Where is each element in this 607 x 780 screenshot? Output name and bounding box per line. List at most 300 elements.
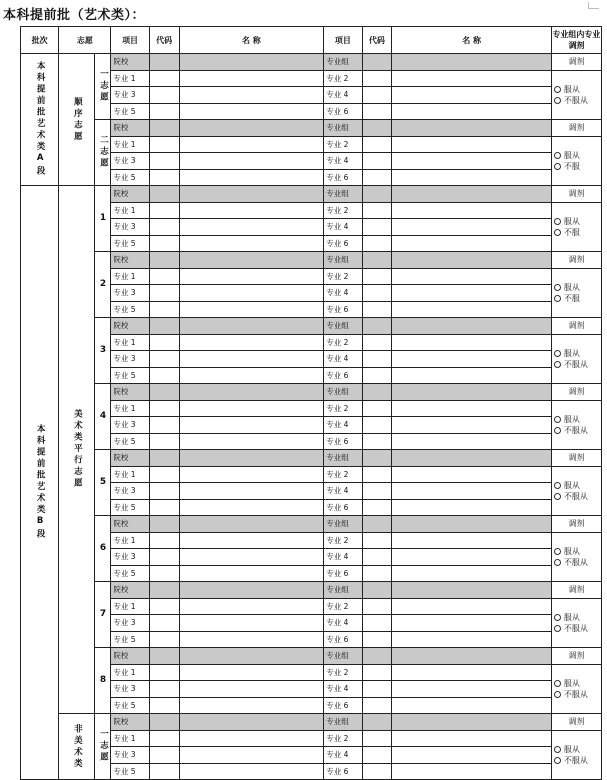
adjust-option[interactable] <box>554 150 601 161</box>
radio-icon[interactable] <box>554 548 561 555</box>
major-name-input[interactable] <box>179 631 324 648</box>
major-name-input[interactable] <box>392 235 552 252</box>
school-name-input[interactable] <box>179 648 324 665</box>
major-code-input[interactable] <box>149 136 179 153</box>
major-name-input[interactable] <box>392 87 552 104</box>
major-label: 专业 5 <box>111 235 149 252</box>
major-code-input[interactable] <box>149 664 179 681</box>
group-code-input[interactable] <box>362 648 392 665</box>
group-code-input[interactable] <box>362 252 392 269</box>
school-code-input[interactable] <box>149 384 179 401</box>
major-name-input[interactable] <box>179 202 324 219</box>
wish-seq-cell <box>95 516 111 582</box>
major-label: 专业 6 <box>324 235 362 252</box>
major-code-input[interactable] <box>362 697 392 714</box>
major-name-input[interactable] <box>179 103 324 120</box>
major-name-input[interactable] <box>392 598 552 615</box>
major-label: 专业 3 <box>111 615 149 632</box>
major-code-input[interactable] <box>362 235 392 252</box>
major-name-input[interactable] <box>392 631 552 648</box>
major-label: 专业 4 <box>324 87 362 104</box>
major-name-input[interactable] <box>392 153 552 170</box>
wish-seq-label: 3 <box>99 345 107 355</box>
group-label: 专业组 <box>324 582 362 599</box>
school-label: 院校 <box>111 120 149 137</box>
group-code-input[interactable] <box>362 384 392 401</box>
wish-seq-label: 1 <box>99 213 107 223</box>
radio-icon[interactable] <box>554 152 561 159</box>
major-name-input[interactable] <box>392 268 552 285</box>
group-code-input[interactable] <box>362 714 392 731</box>
adjust-label: 调剂 <box>551 714 601 731</box>
category-cell <box>59 54 95 186</box>
major-code-input[interactable] <box>362 202 392 219</box>
school-label: 院校 <box>111 186 149 203</box>
major-name-input[interactable] <box>392 202 552 219</box>
adjust-option[interactable] <box>554 282 601 293</box>
major-name-input[interactable] <box>392 417 552 434</box>
major-label: 专业 5 <box>111 565 149 582</box>
radio-icon[interactable] <box>554 229 561 236</box>
adjust-option-label: 不服 <box>563 227 580 237</box>
adjust-option[interactable] <box>554 546 601 557</box>
major-label: 专业 3 <box>111 87 149 104</box>
major-name-input[interactable] <box>392 367 552 384</box>
major-name-input[interactable] <box>179 697 324 714</box>
major-name-input[interactable] <box>392 681 552 698</box>
school-code-input[interactable] <box>149 714 179 731</box>
major-name-input[interactable] <box>392 301 552 318</box>
adjust-option-label: 不服从 <box>563 755 588 765</box>
major-code-input[interactable] <box>149 763 179 780</box>
adjust-label: 调剂 <box>551 384 601 401</box>
major-code-input[interactable] <box>362 631 392 648</box>
major-name-input[interactable] <box>179 747 324 764</box>
adjust-option-label: 服从 <box>563 414 580 424</box>
adjust-label: 调剂 <box>551 450 601 467</box>
wish-seq-label: 2 <box>99 279 107 289</box>
major-code-input[interactable] <box>149 103 179 120</box>
adjust-option-label: 服从 <box>563 282 580 292</box>
major-name-input[interactable] <box>392 532 552 549</box>
major-code-input[interactable] <box>149 400 179 417</box>
major-name-input[interactable] <box>179 549 324 566</box>
group-name-input[interactable] <box>392 252 552 269</box>
radio-icon[interactable] <box>554 427 561 434</box>
major-name-input[interactable] <box>392 664 552 681</box>
adjust-option[interactable] <box>554 161 601 172</box>
major-code-input[interactable] <box>362 87 392 104</box>
major-name-input[interactable] <box>392 730 552 747</box>
school-name-input[interactable] <box>179 186 324 203</box>
adjust-option[interactable] <box>554 491 601 502</box>
major-name-input[interactable] <box>179 268 324 285</box>
major-code-input[interactable] <box>149 169 179 186</box>
group-code-input[interactable] <box>362 450 392 467</box>
radio-icon[interactable] <box>554 97 561 104</box>
adjust-option[interactable] <box>554 216 601 227</box>
major-name-input[interactable] <box>392 219 552 236</box>
major-code-input[interactable] <box>149 549 179 566</box>
major-name-input[interactable] <box>179 763 324 780</box>
major-code-input[interactable] <box>362 565 392 582</box>
major-name-input[interactable] <box>179 153 324 170</box>
major-code-input[interactable] <box>149 631 179 648</box>
adjust-option[interactable] <box>554 678 601 689</box>
major-name-input[interactable] <box>392 483 552 500</box>
major-name-input[interactable] <box>392 433 552 450</box>
school-name-input[interactable] <box>179 120 324 137</box>
school-name-input[interactable] <box>179 450 324 467</box>
major-code-input[interactable] <box>362 532 392 549</box>
major-code-input[interactable] <box>149 466 179 483</box>
category-label: 顺序志愿 <box>72 96 83 143</box>
major-name-input[interactable] <box>179 615 324 632</box>
group-name-input[interactable] <box>392 384 552 401</box>
adjust-option[interactable] <box>554 414 601 425</box>
radio-icon[interactable] <box>554 284 561 291</box>
adjust-choice <box>551 136 601 186</box>
school-code-input[interactable] <box>149 516 179 533</box>
major-code-input[interactable] <box>149 532 179 549</box>
major-code-input[interactable] <box>362 169 392 186</box>
radio-icon[interactable] <box>554 218 561 225</box>
major-label: 专业 2 <box>324 70 362 87</box>
school-name-input[interactable] <box>179 318 324 335</box>
major-label: 专业 6 <box>324 367 362 384</box>
header-adjust: 专业组内专业调剂 <box>551 27 601 54</box>
adjust-option-label: 不服从 <box>563 557 588 567</box>
major-name-input[interactable] <box>179 367 324 384</box>
major-name-input[interactable] <box>179 433 324 450</box>
group-code-input[interactable] <box>362 120 392 137</box>
adjust-option[interactable] <box>554 95 601 106</box>
school-code-input[interactable] <box>149 54 179 71</box>
group-label: 专业组 <box>324 54 362 71</box>
major-name-input[interactable] <box>392 466 552 483</box>
major-code-input[interactable] <box>362 466 392 483</box>
adjust-option-label: 不服从 <box>563 689 588 699</box>
major-code-input[interactable] <box>149 681 179 698</box>
school-name-input[interactable] <box>179 54 324 71</box>
major-name-input[interactable] <box>179 681 324 698</box>
group-name-input[interactable] <box>392 318 552 335</box>
adjust-option[interactable] <box>554 227 601 238</box>
adjust-choice <box>551 730 601 780</box>
radio-icon[interactable] <box>554 746 561 753</box>
major-code-input[interactable] <box>149 301 179 318</box>
adjust-option[interactable] <box>554 348 601 359</box>
group-code-input[interactable] <box>362 54 392 71</box>
school-code-input[interactable] <box>149 648 179 665</box>
major-code-input[interactable] <box>362 598 392 615</box>
adjust-option[interactable] <box>554 293 601 304</box>
major-name-input[interactable] <box>392 169 552 186</box>
major-name-input[interactable] <box>179 136 324 153</box>
radio-icon[interactable] <box>554 559 561 566</box>
school-name-input[interactable] <box>179 252 324 269</box>
wish-seq-label: 4 <box>99 411 107 421</box>
major-name-input[interactable] <box>392 334 552 351</box>
major-name-input[interactable] <box>392 549 552 566</box>
adjust-option[interactable] <box>554 689 601 700</box>
major-code-input[interactable] <box>362 417 392 434</box>
school-code-input[interactable] <box>149 252 179 269</box>
major-label: 专业 4 <box>324 153 362 170</box>
major-code-input[interactable] <box>362 70 392 87</box>
major-name-input[interactable] <box>392 70 552 87</box>
radio-icon[interactable] <box>554 625 561 632</box>
major-code-input[interactable] <box>149 417 179 434</box>
major-code-input[interactable] <box>362 681 392 698</box>
major-code-input[interactable] <box>149 565 179 582</box>
major-code-input[interactable] <box>362 433 392 450</box>
radio-icon[interactable] <box>554 86 561 93</box>
group-name-input[interactable] <box>392 648 552 665</box>
group-label: 专业组 <box>324 186 362 203</box>
radio-icon[interactable] <box>554 295 561 302</box>
major-name-input[interactable] <box>179 598 324 615</box>
major-name-input[interactable] <box>179 466 324 483</box>
major-code-input[interactable] <box>362 153 392 170</box>
school-code-input[interactable] <box>149 582 179 599</box>
adjust-option[interactable] <box>554 612 601 623</box>
major-code-input[interactable] <box>362 499 392 516</box>
school-code-input[interactable] <box>149 318 179 335</box>
major-code-input[interactable] <box>362 400 392 417</box>
major-code-input[interactable] <box>362 483 392 500</box>
adjust-option[interactable] <box>554 359 601 370</box>
major-label: 专业 4 <box>324 615 362 632</box>
major-label: 专业 6 <box>324 565 362 582</box>
major-code-input[interactable] <box>362 615 392 632</box>
major-name-input[interactable] <box>179 169 324 186</box>
radio-icon[interactable] <box>554 680 561 687</box>
major-label: 专业 3 <box>111 681 149 698</box>
group-code-input[interactable] <box>362 318 392 335</box>
major-code-input[interactable] <box>362 301 392 318</box>
adjust-label: 调剂 <box>551 54 601 71</box>
major-name-input[interactable] <box>392 565 552 582</box>
major-code-input[interactable] <box>149 367 179 384</box>
major-label: 专业 6 <box>324 301 362 318</box>
major-code-input[interactable] <box>362 763 392 780</box>
major-name-input[interactable] <box>179 351 324 368</box>
adjust-option[interactable] <box>554 623 601 634</box>
major-code-input[interactable] <box>149 87 179 104</box>
adjust-option-label: 不服 <box>563 293 580 303</box>
major-name-input[interactable] <box>179 499 324 516</box>
major-name-input[interactable] <box>179 235 324 252</box>
adjust-option[interactable] <box>554 84 601 95</box>
major-code-input[interactable] <box>149 598 179 615</box>
adjust-option[interactable] <box>554 744 601 755</box>
major-name-input[interactable] <box>179 417 324 434</box>
school-code-input[interactable] <box>149 186 179 203</box>
major-name-input[interactable] <box>179 483 324 500</box>
major-label: 专业 2 <box>324 400 362 417</box>
major-label: 专业 2 <box>324 268 362 285</box>
major-code-input[interactable] <box>149 730 179 747</box>
wish-seq-cell <box>95 120 111 186</box>
major-label: 专业 6 <box>324 433 362 450</box>
radio-icon[interactable] <box>554 482 561 489</box>
major-code-input[interactable] <box>149 235 179 252</box>
major-code-input[interactable] <box>149 70 179 87</box>
page-title: 本科提前批（艺术类）： <box>3 8 146 23</box>
corner-mark <box>588 2 599 9</box>
major-name-input[interactable] <box>392 136 552 153</box>
header-name-2: 名 称 <box>392 27 552 54</box>
school-label: 院校 <box>111 582 149 599</box>
major-code-input[interactable] <box>362 664 392 681</box>
major-code-input[interactable] <box>362 334 392 351</box>
header-code-2: 代码 <box>362 27 392 54</box>
school-code-input[interactable] <box>149 450 179 467</box>
major-name-input[interactable] <box>179 400 324 417</box>
adjust-option-label: 服从 <box>563 480 580 490</box>
major-label: 专业 5 <box>111 301 149 318</box>
school-name-input[interactable] <box>179 384 324 401</box>
major-label: 专业 6 <box>324 499 362 516</box>
major-name-input[interactable] <box>392 763 552 780</box>
adjust-choice <box>551 598 601 648</box>
group-code-input[interactable] <box>362 516 392 533</box>
major-code-input[interactable] <box>149 153 179 170</box>
major-name-input[interactable] <box>392 351 552 368</box>
radio-icon[interactable] <box>554 350 561 357</box>
group-name-input[interactable] <box>392 120 552 137</box>
group-name-input[interactable] <box>392 186 552 203</box>
major-code-input[interactable] <box>149 268 179 285</box>
category-label: 美术类平行志愿 <box>72 409 83 490</box>
major-code-input[interactable] <box>149 499 179 516</box>
school-code-input[interactable] <box>149 120 179 137</box>
major-code-input[interactable] <box>149 202 179 219</box>
major-code-input[interactable] <box>362 747 392 764</box>
group-label: 专业组 <box>324 450 362 467</box>
major-code-input[interactable] <box>362 136 392 153</box>
major-label: 专业 5 <box>111 697 149 714</box>
major-name-input[interactable] <box>392 499 552 516</box>
major-label: 专业 2 <box>324 202 362 219</box>
major-code-input[interactable] <box>362 730 392 747</box>
major-label: 专业 6 <box>324 169 362 186</box>
major-code-input[interactable] <box>362 268 392 285</box>
major-code-input[interactable] <box>362 285 392 302</box>
major-name-input[interactable] <box>179 70 324 87</box>
major-label: 专业 3 <box>111 285 149 302</box>
major-code-input[interactable] <box>149 615 179 632</box>
wish-seq-cell <box>95 648 111 714</box>
major-name-input[interactable] <box>179 664 324 681</box>
adjust-option[interactable] <box>554 480 601 491</box>
major-label: 专业 4 <box>324 417 362 434</box>
school-name-input[interactable] <box>179 582 324 599</box>
major-code-input[interactable] <box>149 433 179 450</box>
major-name-input[interactable] <box>179 730 324 747</box>
wish-seq-cell <box>95 54 111 120</box>
major-code-input[interactable] <box>362 367 392 384</box>
group-code-input[interactable] <box>362 582 392 599</box>
radio-icon[interactable] <box>554 493 561 500</box>
major-label: 专业 2 <box>324 532 362 549</box>
batch-label: 本科提前批艺术类A段 <box>35 61 46 178</box>
major-name-input[interactable] <box>179 285 324 302</box>
adjust-choice <box>551 466 601 516</box>
major-name-input[interactable] <box>179 87 324 104</box>
major-label: 专业 1 <box>111 70 149 87</box>
group-name-input[interactable] <box>392 54 552 71</box>
major-label: 专业 3 <box>111 351 149 368</box>
major-code-input[interactable] <box>362 103 392 120</box>
major-name-input[interactable] <box>179 532 324 549</box>
major-name-input[interactable] <box>179 219 324 236</box>
major-label: 专业 3 <box>111 747 149 764</box>
radio-icon[interactable] <box>554 614 561 621</box>
major-code-input[interactable] <box>362 549 392 566</box>
wish-seq-cell <box>95 714 111 780</box>
major-code-input[interactable] <box>149 219 179 236</box>
major-code-input[interactable] <box>149 483 179 500</box>
major-name-input[interactable] <box>392 697 552 714</box>
major-label: 专业 5 <box>111 631 149 648</box>
school-name-input[interactable] <box>179 714 324 731</box>
table-row <box>21 582 602 599</box>
major-name-input[interactable] <box>179 334 324 351</box>
wish-seq-cell <box>95 384 111 450</box>
school-name-input[interactable] <box>179 516 324 533</box>
major-code-input[interactable] <box>149 697 179 714</box>
wish-seq-cell <box>95 318 111 384</box>
wish-seq-label: 一志愿 <box>98 729 109 764</box>
major-code-input[interactable] <box>149 747 179 764</box>
table-row <box>21 318 602 335</box>
major-name-input[interactable] <box>179 301 324 318</box>
radio-icon[interactable] <box>554 361 561 368</box>
major-name-input[interactable] <box>392 285 552 302</box>
radio-icon[interactable] <box>554 691 561 698</box>
major-code-input[interactable] <box>362 351 392 368</box>
group-label: 专业组 <box>324 714 362 731</box>
major-code-input[interactable] <box>362 219 392 236</box>
group-name-input[interactable] <box>392 450 552 467</box>
major-code-input[interactable] <box>149 334 179 351</box>
major-name-input[interactable] <box>179 565 324 582</box>
group-name-input[interactable] <box>392 516 552 533</box>
major-name-input[interactable] <box>392 400 552 417</box>
major-name-input[interactable] <box>392 615 552 632</box>
adjust-option[interactable] <box>554 755 601 766</box>
group-name-input[interactable] <box>392 582 552 599</box>
major-name-input[interactable] <box>392 103 552 120</box>
group-code-input[interactable] <box>362 186 392 203</box>
major-name-input[interactable] <box>392 747 552 764</box>
adjust-option[interactable] <box>554 557 601 568</box>
school-label: 院校 <box>111 516 149 533</box>
radio-icon[interactable] <box>554 163 561 170</box>
major-label: 专业 5 <box>111 499 149 516</box>
major-code-input[interactable] <box>149 285 179 302</box>
adjust-option[interactable] <box>554 425 601 436</box>
group-label: 专业组 <box>324 384 362 401</box>
major-code-input[interactable] <box>149 351 179 368</box>
table-row <box>21 186 602 203</box>
radio-icon[interactable] <box>554 416 561 423</box>
major-label: 专业 3 <box>111 219 149 236</box>
radio-icon[interactable] <box>554 757 561 764</box>
group-name-input[interactable] <box>392 714 552 731</box>
